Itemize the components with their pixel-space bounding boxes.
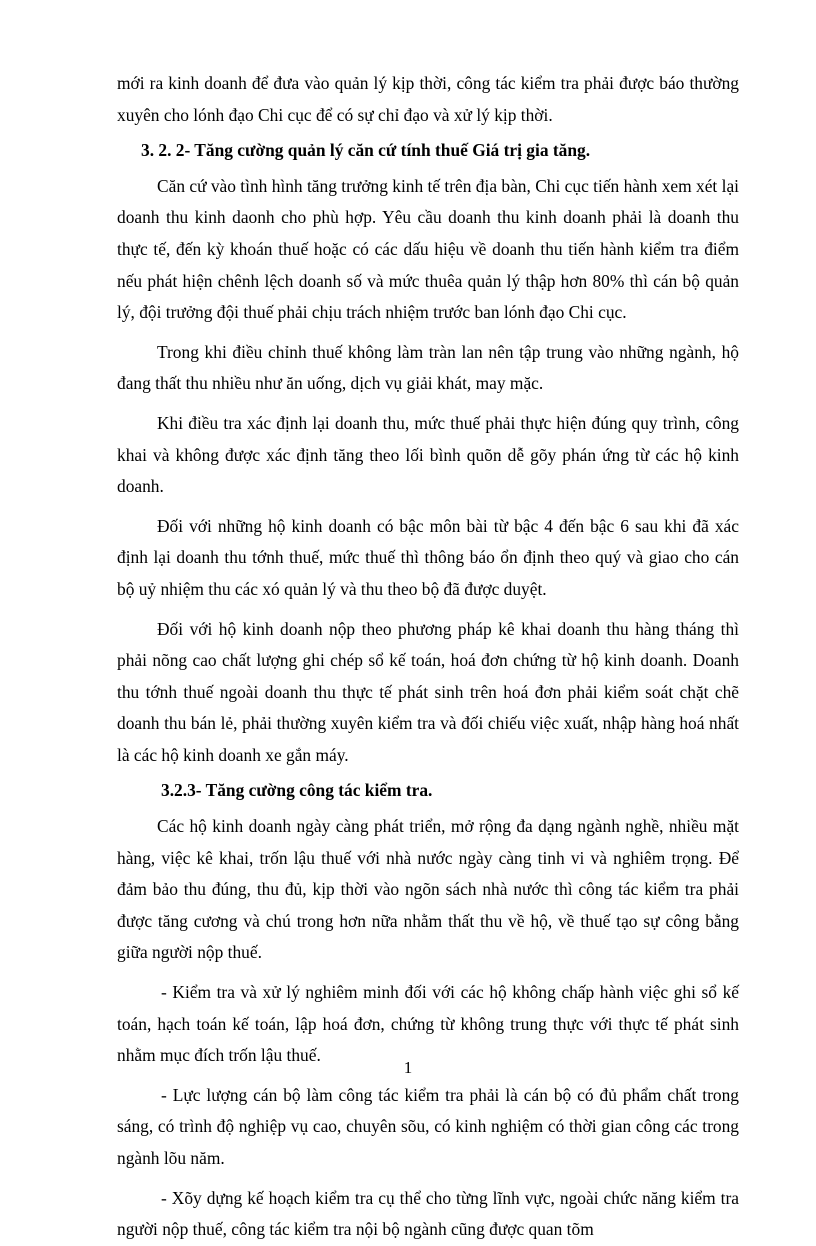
section-heading-3-2-2: 3. 2. 2- Tăng cường quản lý căn cứ tính thuế Giá trị gia tăng. [141,140,591,161]
bullet-strict-handling: - Kiểm tra và xử lý nghiêm minh đối với các hộ không chấp hành việc ghi sổ kế toán, hạch toán kế toán, lập hoá đơn, chứng từ không trung thực với thực tế phát sinh nhằm mục đích trốn lậu thuế. [117,982,739,1066]
page-number: 1 [403,1058,413,1077]
paragraph-declaration-method: Đối với hộ kinh doanh nộp theo phương pháp kê khai doanh thu hàng tháng thì phải nõng cao chất lượng ghi chép sổ kế toán, hoá đơn chứng từ hộ kinh doanh. Doanh thu tớnh thuế ngoài doanh thu thực tế phát sinh trên hoá đơn phải kiểm soát chặt chẽ doanh thu bán lẻ, phải thường xuyên kiểm tra và đối chiếu việc xuất, nhập hàng hoá nhất là các hộ kinh doanh xe gắn máy. [117,618,739,765]
section-heading-3-2-3: 3.2.3- Tăng cường công tác kiểm tra. [161,780,433,801]
bullet-inspection-plan: - Xõy dựng kế hoạch kiểm tra cụ thể cho từng lĩnh vực, ngoài chức năng kiểm tra người nộp thuế, công tác kiểm tra nội bộ ngành cũng được quan tõm [117,1187,739,1240]
paragraph-license-tier: Đối với những hộ kinh doanh có bậc môn bài từ bậc 4 đến bậc 6 sau khi đã xác định lại doanh thu tớnh thuế, mức thuế thì thông báo ổn định theo quý và giao cho cán bộ uỷ nhiệm thu các xó quản lý và thu theo bộ đã được duyệt. [117,515,739,599]
paragraph-tax-base: Căn cứ vào tình hình tăng trưởng kinh tế trên địa bàn, Chi cục tiến hành xem xét lại doanh thu kinh daonh cho phù hợp. Yêu cầu doanh thu kinh doanh phải là doanh thu thực tế, đến kỳ khoán thuế hoặc có các dấu hiệu về doanh thu tiến hành kiểm tra điểm nếu phát hiện chênh lệch doanh số và mức thuêa quản lý thập hơn 80% thì cán bộ quản lý, đội trưởng đội thuế phải chịu trách nhiệm trước ban lónh đạo Chi cục. [117,175,739,323]
paragraph-investigate-revenue: Khi điều tra xác định lại doanh thu, mức thuế phải thực hiện đúng quy trình, công khai và không được xác định tăng theo lối bình quõn dễ gõy phán ứng từ các hộ kinh doanh. [117,412,739,497]
bullet-inspection-staff: - Lực lượng cán bộ làm công tác kiểm tra phải là cán bộ có đủ phẩm chất trong sáng, có trình độ nghiệp vụ cao, chuyên sõu, có kinh nghiệm có thời gian công các trong ngành lõu năm. [117,1084,739,1168]
paragraph-adjust-tax: Trong khi điều chỉnh thuế không làm tràn lan nên tập trung vào những ngành, hộ đang thất thu nhiều như ăn uống, dịch vụ giải khát, may mặc. [117,341,739,394]
paragraph-inspection-need: Các hộ kinh doanh ngày càng phát triển, mở rộng đa dạng ngành nghề, nhiều mặt hàng, việc kê khai, trốn lậu thuế với nhà nước ngày càng tinh vi và nghiêm trọng. Để đảm bảo thu đúng, thu đủ, kịp thời vào ngõn sách nhà nước thì công tác kiểm tra phải được tăng cương và chú trong hơn nữa nhằm thất thu về hộ, về thuế tạo sự công bằng giữa người nộp thuế. [117,816,739,963]
paragraph-continuation: mới ra kinh doanh để đưa vào quản lý kịp thời, công tác kiểm tra phải được báo thường xuyên cho lónh đạo Chi cục để có sự chỉ đạo và xử lý kịp thời. [117,73,739,125]
